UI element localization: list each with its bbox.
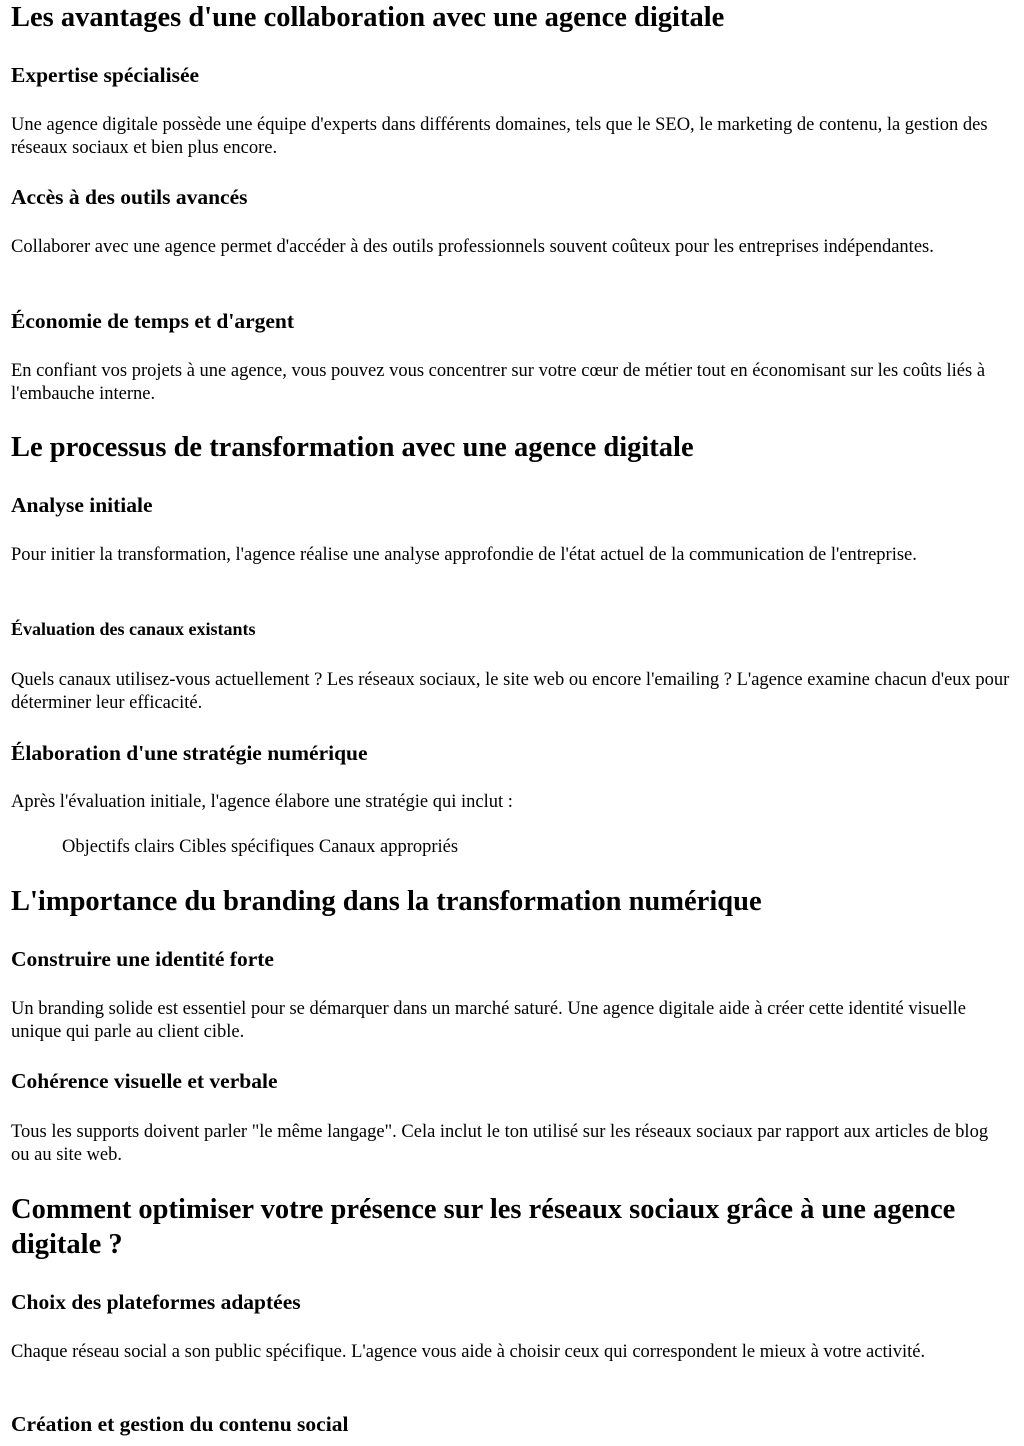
paragraph-plateformes: Chaque réseau social a son public spécifique. L'agence vous aide à choisir ceux qui correspondent le mieux à votre activité. bbox=[11, 1342, 926, 1362]
paragraph-identite: Un branding solide est essentiel pour se démarquer dans un marché saturé. Une agence digitale aide à créer cette identité visuelle unique qui parle au client cible. bbox=[11, 999, 966, 1042]
heading-outils: Accès à des outils avancés bbox=[11, 185, 248, 209]
paragraph-evaluation: Quels canaux utilisez-vous actuellement ? Les réseaux sociaux, le site web ou encore l'emailing ? L'agence examine chacun d'eux pour déterminer leur efficacité. bbox=[11, 670, 1010, 713]
paragraph-analyse: Pour initier la transformation, l'agence réalise une analyse approfondie de l'état actuel de la communication de l'entreprise. bbox=[11, 545, 917, 565]
heading-expertise: Expertise spécialisée bbox=[11, 63, 200, 87]
heading-strategie: Élaboration d'une stratégie numérique bbox=[11, 741, 368, 765]
section-title-branding: L'importance du branding dans la transformation numérique bbox=[11, 886, 762, 917]
paragraph-expertise: Une agence digitale possède une équipe d'experts dans différents domaines, tels que le SEO, le marketing de contenu, la gestion des réseaux sociaux et bien plus encore. bbox=[11, 115, 988, 158]
heading-identite: Construire une identité forte bbox=[11, 947, 274, 971]
section-title-reseaux: Comment optimiser votre présence sur les réseaux sociaux grâce à une agence digitale ? bbox=[11, 1194, 956, 1260]
paragraph-economie: En confiant vos projets à une agence, vous pouvez vous concentrer sur votre cœur de métier tout en économisant sur les coûts liés à l'embauche interne. bbox=[11, 361, 986, 404]
strategy-list: Objectifs clairs Cibles spécifiques Canaux appropriés bbox=[62, 837, 459, 857]
section-title-avantages: Les avantages d'une collaboration avec une agence digitale bbox=[11, 2, 725, 33]
heading-analyse: Analyse initiale bbox=[11, 493, 153, 517]
paragraph-outils: Collaborer avec une agence permet d'accéder à des outils professionnels souvent coûteux pour les entreprises indépendantes. bbox=[11, 237, 934, 257]
heading-plateformes: Choix des plateformes adaptées bbox=[11, 1290, 301, 1314]
heading-contenu-social: Création et gestion du contenu social bbox=[11, 1412, 349, 1436]
paragraph-coherence: Tous les supports doivent parler "le même langage". Cela inclut le ton utilisé sur les réseaux sociaux par rapport aux articles de blog ou au site web. bbox=[11, 1122, 989, 1165]
paragraph-strategie: Après l'évaluation initiale, l'agence élabore une stratégie qui inclut : bbox=[11, 792, 513, 812]
heading-economie: Économie de temps et d'argent bbox=[11, 309, 295, 333]
section-title-processus: Le processus de transformation avec une agence digitale bbox=[11, 432, 694, 463]
heading-coherence: Cohérence visuelle et verbale bbox=[11, 1069, 278, 1093]
subheading-evaluation: Évaluation des canaux existants bbox=[11, 619, 256, 639]
